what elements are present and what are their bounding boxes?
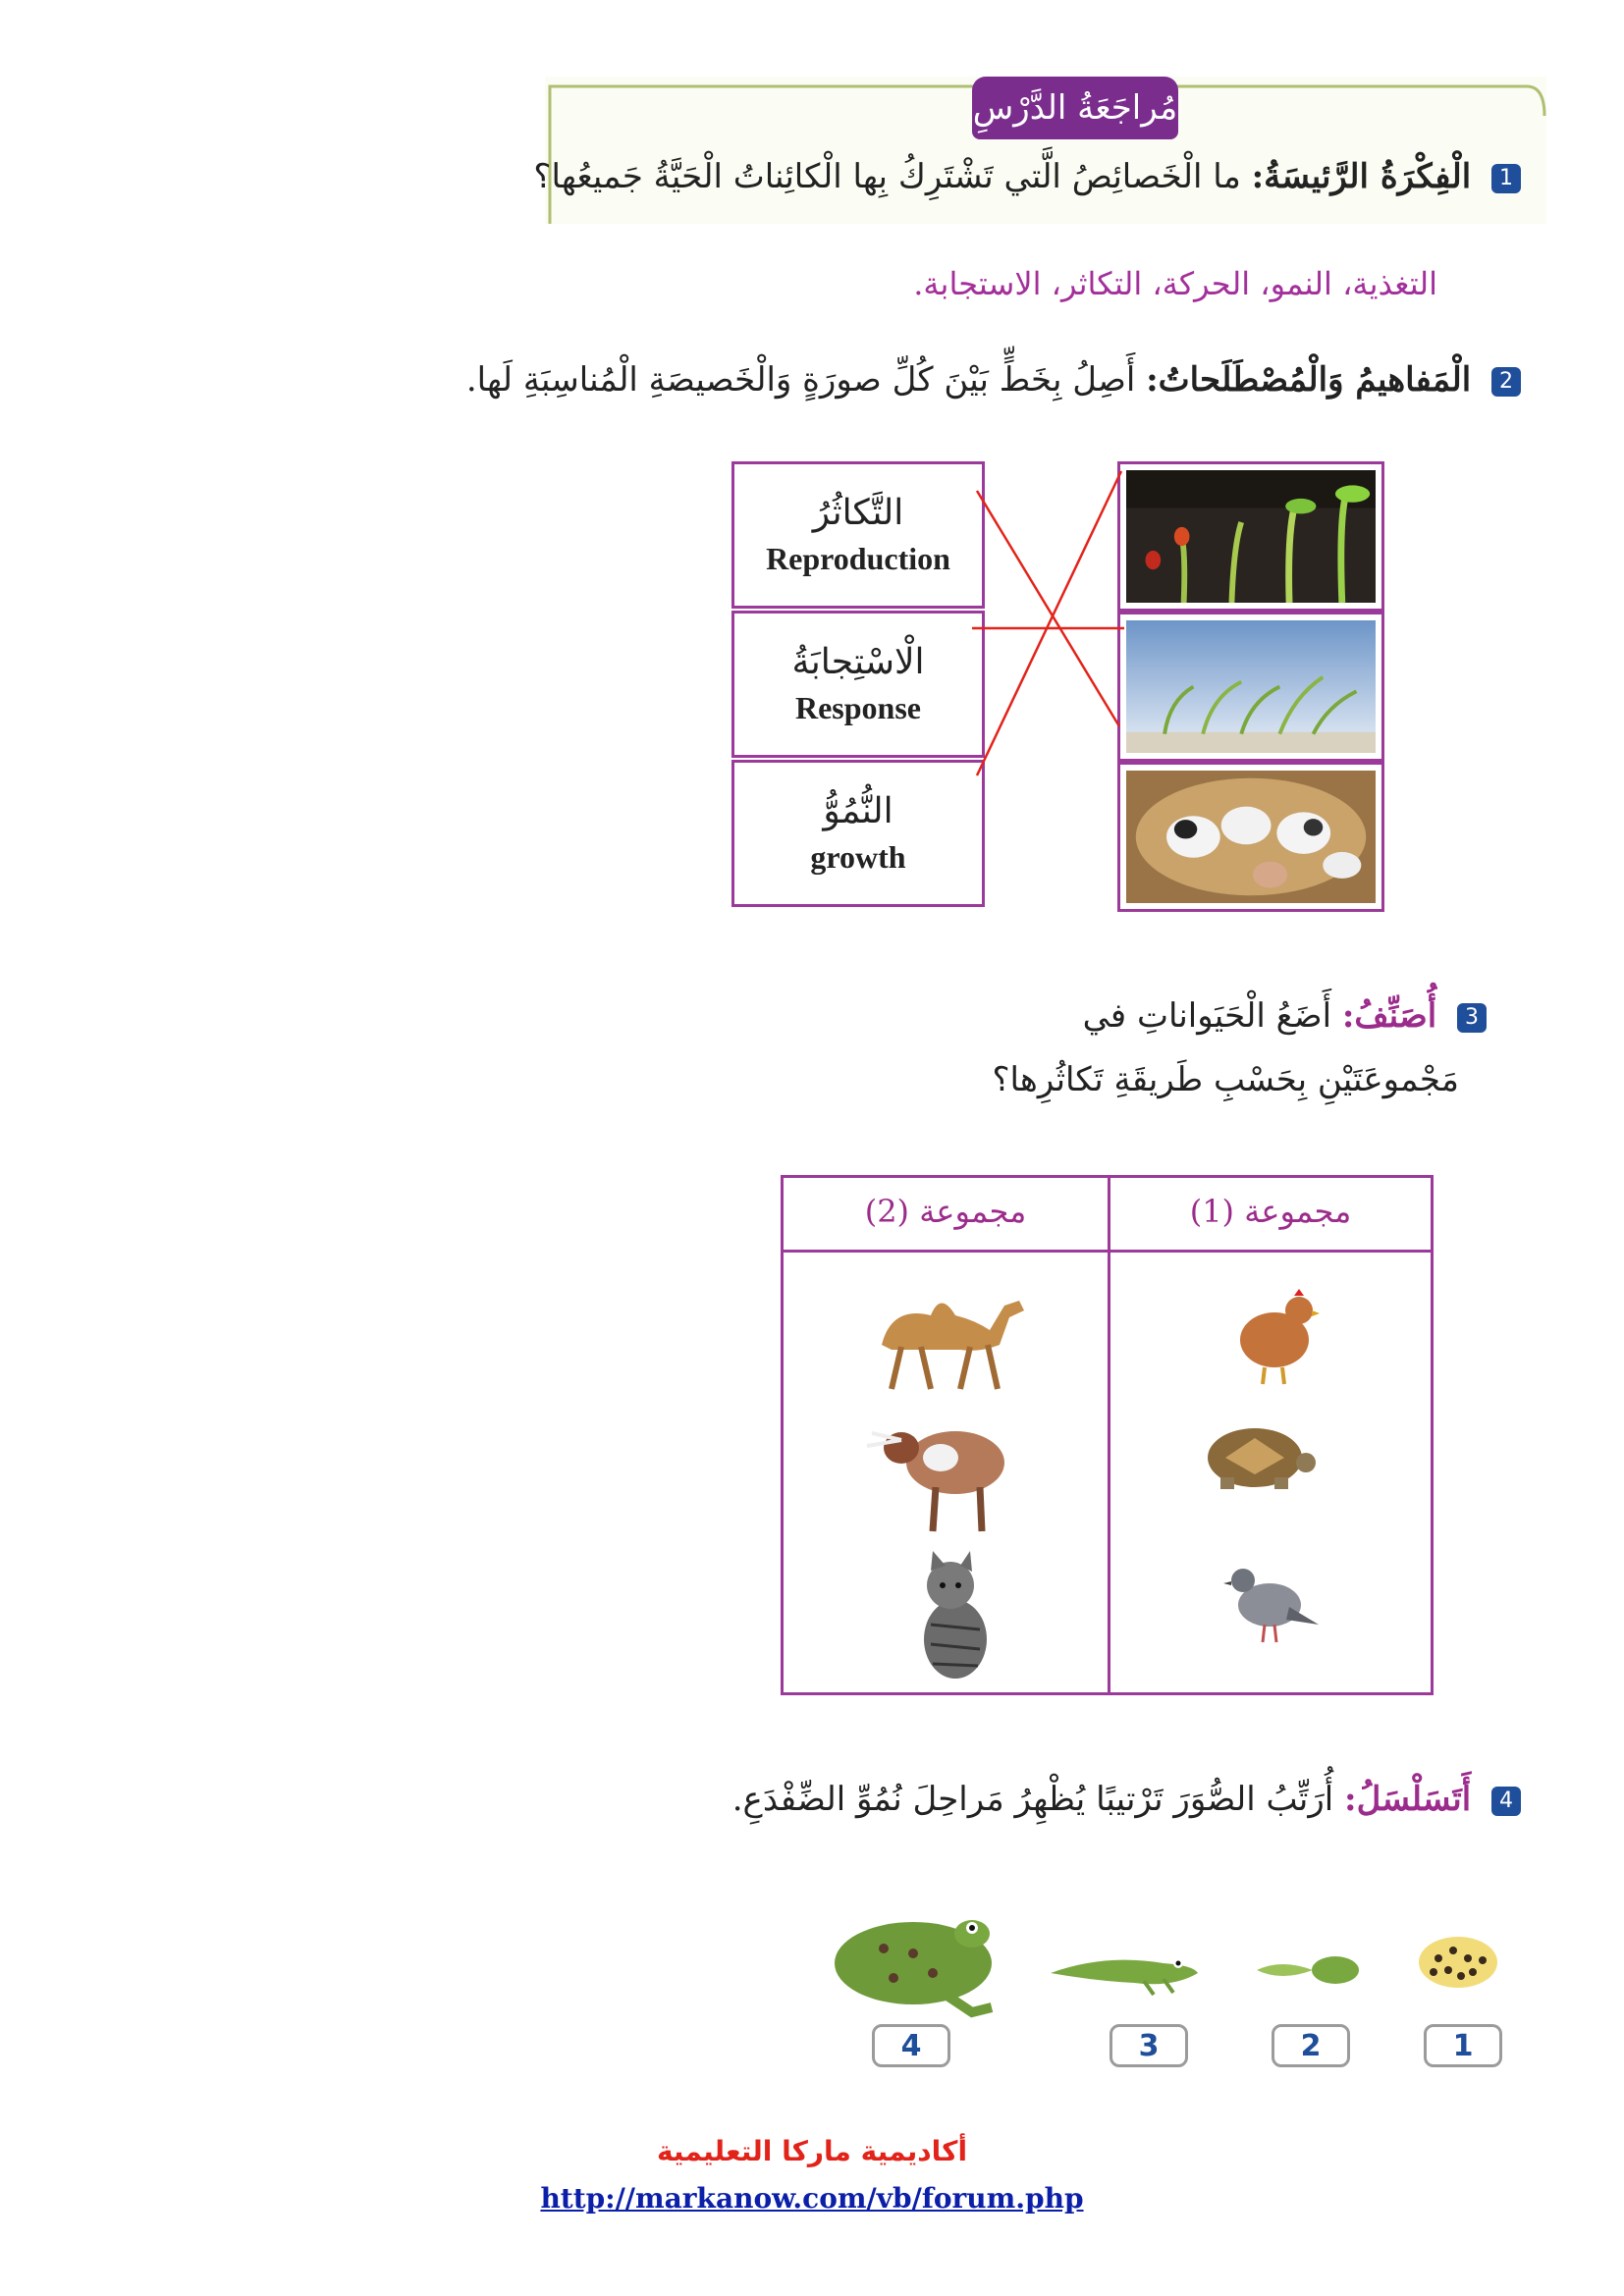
term-box-response bbox=[731, 611, 985, 758]
footer-academy-title: أكاديمية ماركا التعليمية bbox=[656, 2135, 968, 2167]
sprouts-bending-photo bbox=[1117, 612, 1384, 762]
table-header-group1: مجموعة (1) bbox=[1189, 1193, 1352, 1230]
rabbits-basket-photo bbox=[1117, 762, 1384, 912]
q4-number-badge: 4 bbox=[1491, 1787, 1521, 1816]
q3-question-line1: أَضَعُ الْحَيَواناتِ في bbox=[1082, 996, 1332, 1036]
q1-question: ما الْخَصائِصُ الَّتي تَشْتَرِكُ بِها الْكائِناتُ الْحَيَّةُ جَميعُها؟ bbox=[533, 157, 1241, 196]
q4-line bbox=[732, 1780, 1521, 1819]
q4-keyword: أَتَسَلْسَلُ: bbox=[1344, 1780, 1472, 1819]
classification-table bbox=[781, 1175, 1434, 1695]
q4-question: أُرَتِّبُ الصُّوَرَ تَرْتيبًا يُظْهِرُ مَراحِلَ نُمُوِّ الضِّفْدَعِ. bbox=[731, 1780, 1334, 1819]
tadpole-image bbox=[1252, 1949, 1365, 1993]
q2-line bbox=[466, 360, 1521, 400]
q2-number-badge: 2 bbox=[1491, 367, 1521, 397]
q2-question: أَصِلُ بِخَطٍّ بَيْنَ كُلِّ صورَةٍ وَالْخَصيصَةِ الْمُناسِبَةِ لَها. bbox=[465, 360, 1136, 400]
pigeon-image bbox=[1216, 1546, 1324, 1654]
term-en: growth bbox=[810, 839, 906, 875]
q1-keyword: الْفِكْرَةُ الرَّئيسَةُ: bbox=[1251, 157, 1472, 196]
q1-line bbox=[533, 157, 1521, 196]
q1-number-badge: 1 bbox=[1491, 164, 1521, 193]
adult-frog-image bbox=[825, 1904, 1021, 2022]
camel-image bbox=[862, 1276, 1039, 1394]
lesson-review-tab: مُراجَعَةُ الدَّرْسِ bbox=[972, 77, 1178, 139]
term-en: Reproduction bbox=[766, 541, 950, 576]
q3-line1 bbox=[1083, 996, 1487, 1036]
hen-image bbox=[1225, 1281, 1324, 1389]
seedlings-growing-photo bbox=[1117, 461, 1384, 612]
stage-label-3: 3 bbox=[1110, 2024, 1188, 2067]
term-ar: الْاسْتِجابَةُ bbox=[791, 642, 925, 682]
q2-keyword: الْمَفاهيمُ وَالْمُصْطَلَحاتُ: bbox=[1146, 360, 1472, 400]
cat-image bbox=[901, 1546, 1009, 1683]
table-header-divider bbox=[784, 1250, 1431, 1253]
footer-forum-link[interactable]: http://markanow.com/vb/forum.php bbox=[540, 2182, 1084, 2215]
table-header-group2: مجموعة (2) bbox=[864, 1193, 1027, 1230]
term-ar: النُّمُوُّ bbox=[823, 791, 893, 831]
term-box-reproduction bbox=[731, 461, 985, 609]
froglet-image bbox=[1046, 1934, 1203, 2002]
stage-label-4: 4 bbox=[872, 2024, 950, 2067]
cow-image bbox=[862, 1409, 1019, 1536]
term-box-growth bbox=[731, 760, 985, 907]
stage-label-2: 2 bbox=[1272, 2024, 1350, 2067]
q1-answer: التغذية، النمو، الحركة، التكاثر، الاستجابة. bbox=[913, 265, 1437, 302]
tortoise-image bbox=[1196, 1414, 1324, 1502]
stage-label-1: 1 bbox=[1424, 2024, 1502, 2067]
term-en: Response bbox=[794, 690, 921, 725]
matching-lines bbox=[972, 461, 1129, 913]
term-ar: التَّكاثُرُ bbox=[812, 493, 904, 533]
q3-question-line2: مَجْموعَتَيْنِ بِحَسْبِ طَريقَةِ تَكاثُرِها؟ bbox=[992, 1060, 1459, 1099]
table-column-divider bbox=[1108, 1178, 1110, 1692]
frog-eggs-image bbox=[1414, 1929, 1502, 1993]
q3-keyword: أُصَنِّفُ: bbox=[1341, 996, 1437, 1036]
q3-number-badge: 3 bbox=[1457, 1003, 1487, 1033]
